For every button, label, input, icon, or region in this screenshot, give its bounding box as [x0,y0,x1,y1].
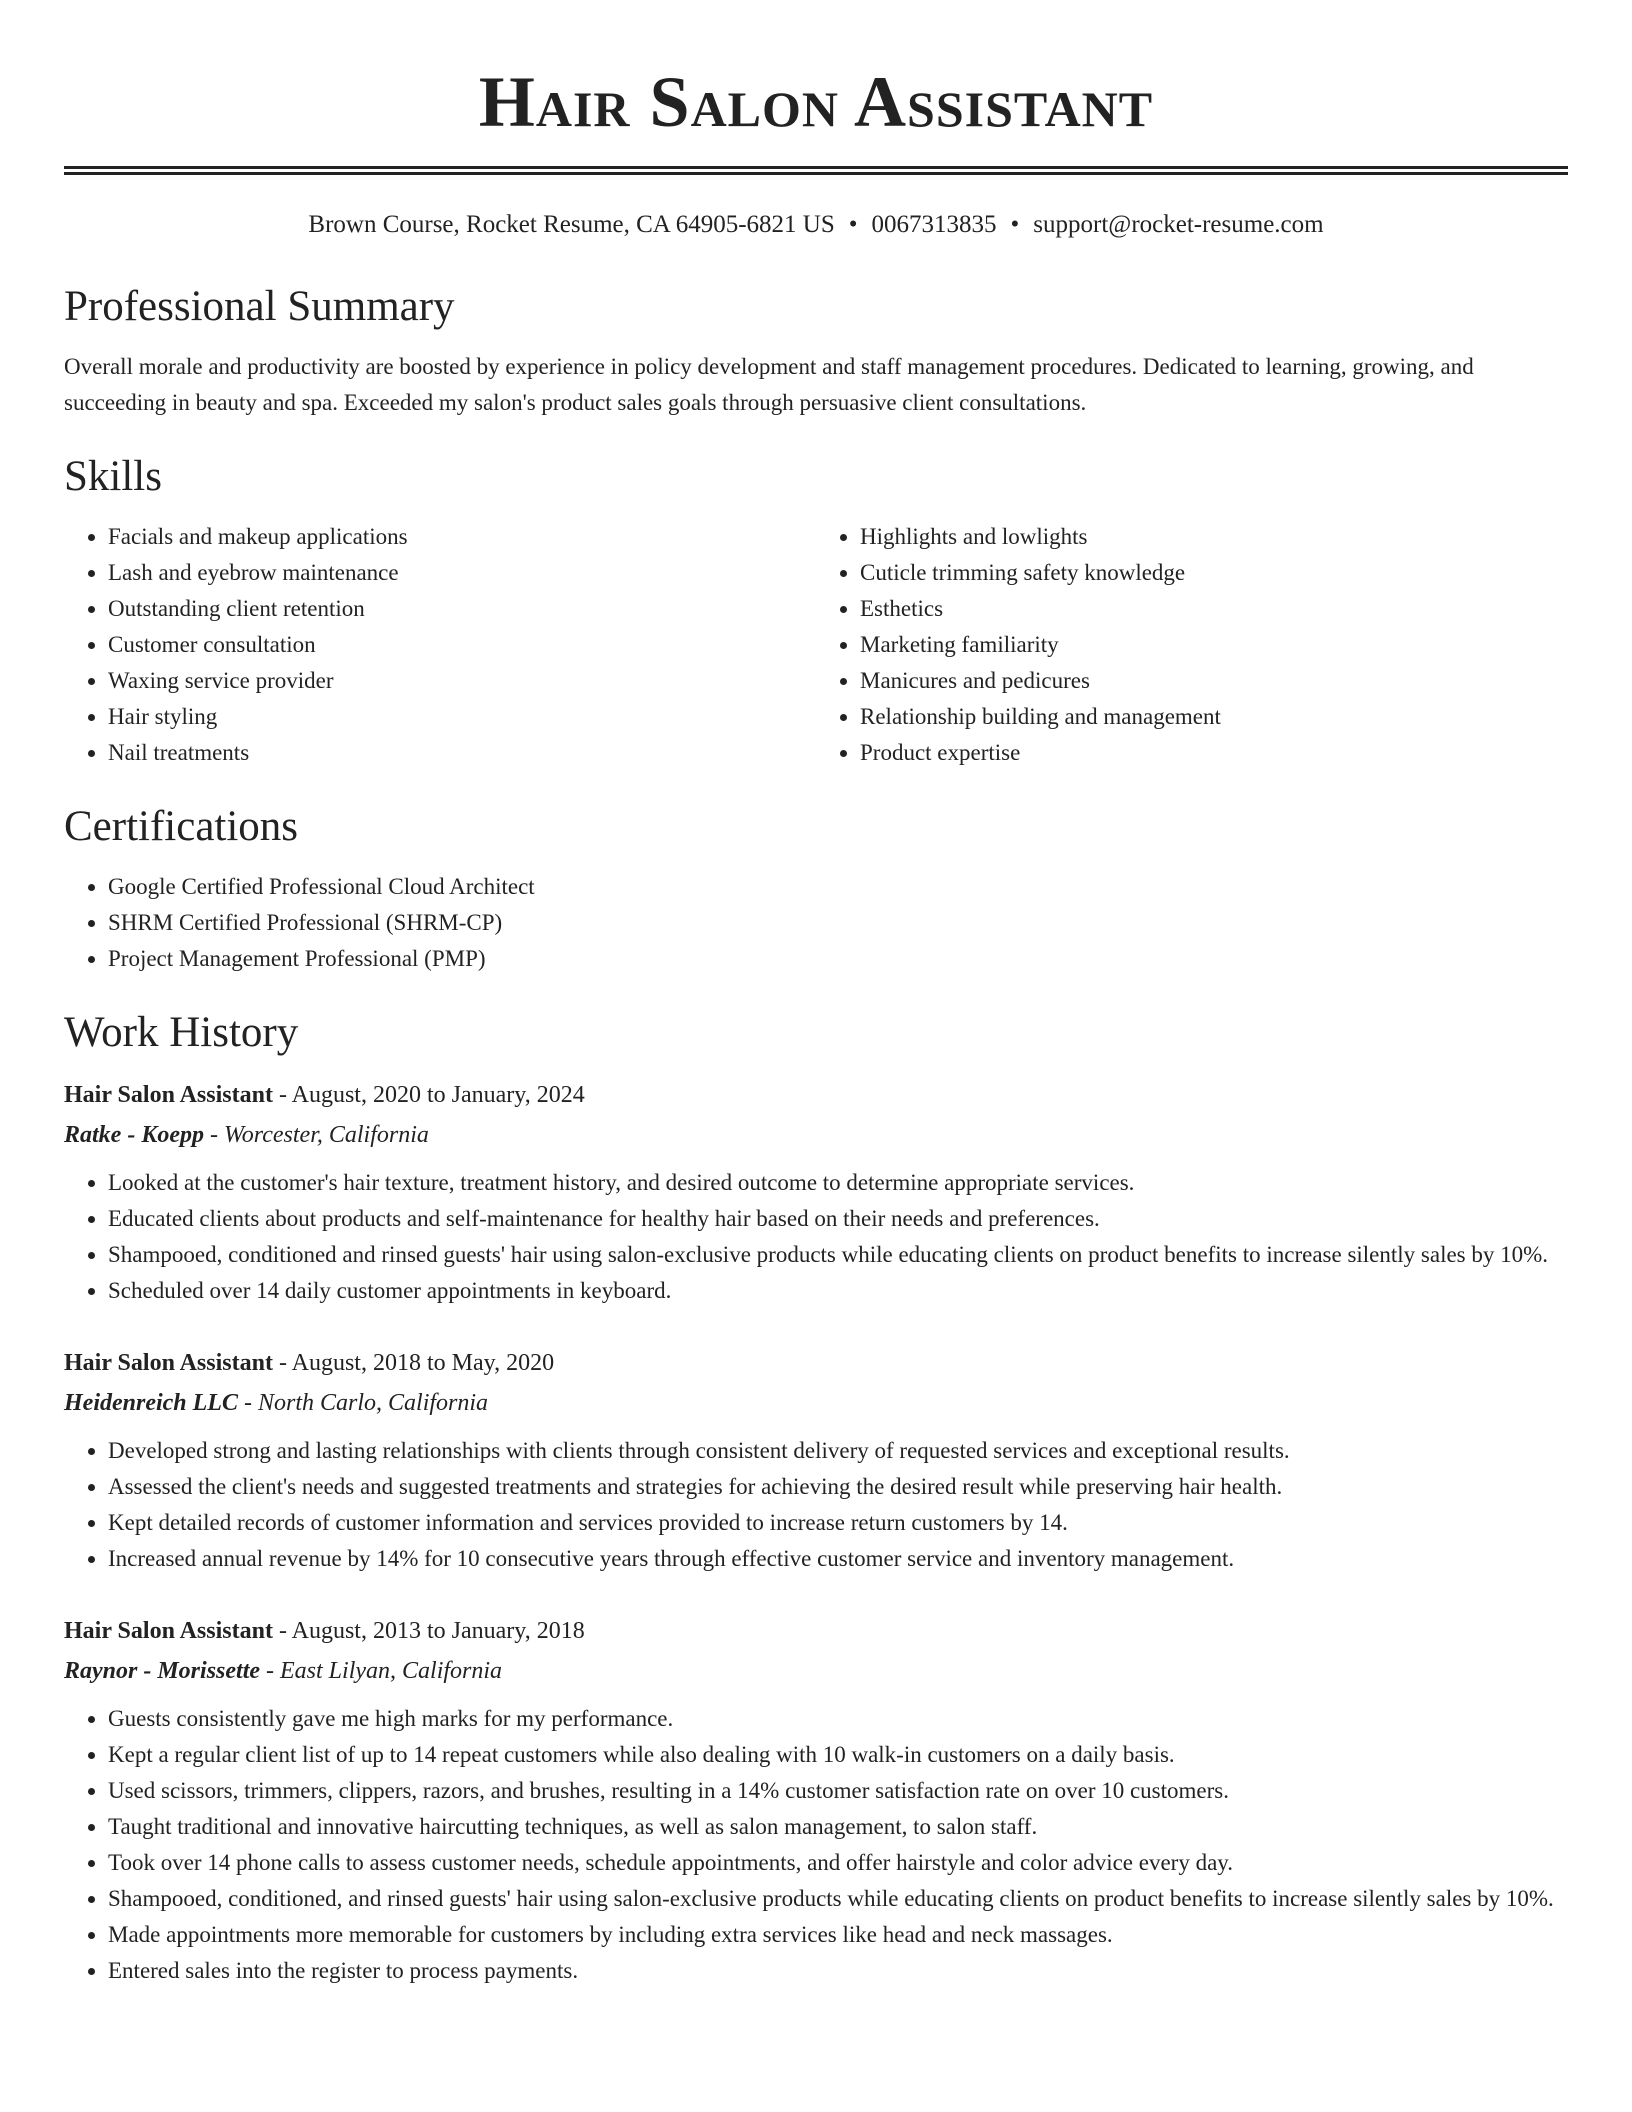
certification-item: • Project Management Professional (PMP) [108,941,1568,977]
job-bullet: • Looked at the customer's hair texture, treatment history, and desired outcome to determine appropriate services. [108,1165,1568,1201]
job-bullets [64,1165,1568,1309]
title-divider [64,166,1568,175]
job-company: Raynor - Morissette [64,1658,261,1684]
job-dash: - [260,1658,281,1684]
skill-item: • Hair styling [108,699,816,735]
summary-text: Overall morale and productivity are boosted by experience in policy development and staff management procedures. Dedicated to learning, growing, and succeeding in beauty and spa. Exceeded my salon's product sales goals through persuasive client consultations. [64,354,1474,415]
skills-column-right [816,519,1568,771]
skill-item: • Nail treatments [108,735,816,771]
job-bullet: • Developed strong and lasting relationships with clients through consistent delivery of requested services and exceptional results. [108,1433,1568,1469]
skill-item: • Waxing service provider [108,663,816,699]
job-bullet: • Took over 14 phone calls to assess customer needs, schedule appointments, and offer hairstyle and color advice every day. [108,1845,1568,1881]
job-bullet: • Guests consistently gave me high marks for my performance. [108,1701,1568,1737]
job-entry [64,1611,1568,1989]
job-company: Heidenreich LLC [64,1390,238,1416]
job-bullet: • Increased annual revenue by 14% for 10 consecutive years through effective customer service and inventory management. [108,1541,1568,1577]
contact-separator: • [1010,211,1020,238]
job-dates: August, 2018 to May, 2020 [291,1350,555,1376]
job-title-line [64,1075,1568,1115]
certification-item: • SHRM Certified Professional (SHRM-CP) [108,905,1568,941]
job-bullets [64,1701,1568,1989]
job-dates: August, 2020 to January, 2024 [291,1082,585,1108]
contact-line [64,209,1568,241]
job-entry [64,1343,1568,1577]
skills-grid [64,519,1568,771]
job-role: Hair Salon Assistant [64,1350,273,1376]
job-company-line [64,1383,1568,1423]
skill-item: • Cuticle trimming safety knowledge [860,555,1568,591]
skill-item: • Manicures and pedicures [860,663,1568,699]
job-dates: August, 2013 to January, 2018 [291,1618,585,1644]
job-dash: - [237,1390,258,1416]
certification-item: • Google Certified Professional Cloud Architect [108,869,1568,905]
job-company-line [64,1115,1568,1155]
skill-item: • Relationship building and management [860,699,1568,735]
job-bullet: • Scheduled over 14 daily customer appointments in keyboard. [108,1273,1568,1309]
contact-separator: • [848,211,858,238]
job-location: Worcester, California [223,1122,429,1148]
contact-address: Brown Course, Rocket Resume, CA 64905-6821 US [308,211,835,238]
skill-item: • Outstanding client retention [108,591,816,627]
contact-email: support@rocket-resume.com [1033,211,1324,238]
job-bullets [64,1433,1568,1577]
certifications-heading: Certifications [64,803,299,850]
job-dash: - [272,1082,292,1108]
contact-phone: 0067313835 [871,211,997,238]
job-bullet: • Assessed the client's needs and suggested treatments and strategies for achieving the desired result while preserving hair health. [108,1469,1568,1505]
job-bullet: • Taught traditional and innovative haircutting techniques, as well as salon management, to salon staff. [108,1809,1568,1845]
job-bullet: • Kept a regular client list of up to 14 repeat customers while also dealing with 10 walk-in customers on a daily basis. [108,1737,1568,1773]
job-bullet: • Used scissors, trimmers, clippers, razors, and brushes, resulting in a 14% customer satisfaction rate on over 10 customers. [108,1773,1568,1809]
skill-item: • Highlights and lowlights [860,519,1568,555]
job-bullet: • Educated clients about products and self-maintenance for healthy hair based on their needs and preferences. [108,1201,1568,1237]
skills-column-left [64,519,816,771]
job-role: Hair Salon Assistant [64,1082,273,1108]
skills-list-right [816,519,1568,771]
job-entry [64,1075,1568,1309]
job-bullet: • Made appointments more memorable for customers by including extra services like head and neck massages. [108,1917,1568,1953]
job-company: Ratke - Koepp [64,1122,204,1148]
job-dash: - [272,1618,292,1644]
job-bullet: • Shampooed, conditioned, and rinsed guests' hair using salon-exclusive products while educating clients on product benefits to increase silently sales by 10%. [108,1881,1568,1917]
job-title-line [64,1343,1568,1383]
skill-item: • Esthetics [860,591,1568,627]
skills-list-left [64,519,816,771]
resume-title: Hair Salon Assistant [478,62,1154,142]
job-title-line [64,1611,1568,1651]
job-location: East Lilyan, California [280,1658,503,1684]
job-company-line [64,1651,1568,1691]
certifications-list [64,869,1568,977]
skills-heading: Skills [64,453,162,500]
skill-item: • Lash and eyebrow maintenance [108,555,816,591]
skill-item: • Marketing familiarity [860,627,1568,663]
skill-item: • Facials and makeup applications [108,519,816,555]
job-location: North Carlo, California [257,1390,489,1416]
job-bullet: • Kept detailed records of customer information and services provided to increase return customers by 14. [108,1505,1568,1541]
job-bullet: • Entered sales into the register to process payments. [108,1953,1568,1989]
job-bullet: • Shampooed, conditioned and rinsed guests' hair using salon-exclusive products while educating clients on product benefits to increase silently sales by 10%. [108,1237,1568,1273]
summary-heading: Professional Summary [64,283,455,330]
skill-item: • Customer consultation [108,627,816,663]
job-role: Hair Salon Assistant [64,1618,273,1644]
skill-item: • Product expertise [860,735,1568,771]
work-history-heading: Work History [64,1009,299,1056]
job-dash: - [203,1122,224,1148]
job-dash: - [272,1350,292,1376]
